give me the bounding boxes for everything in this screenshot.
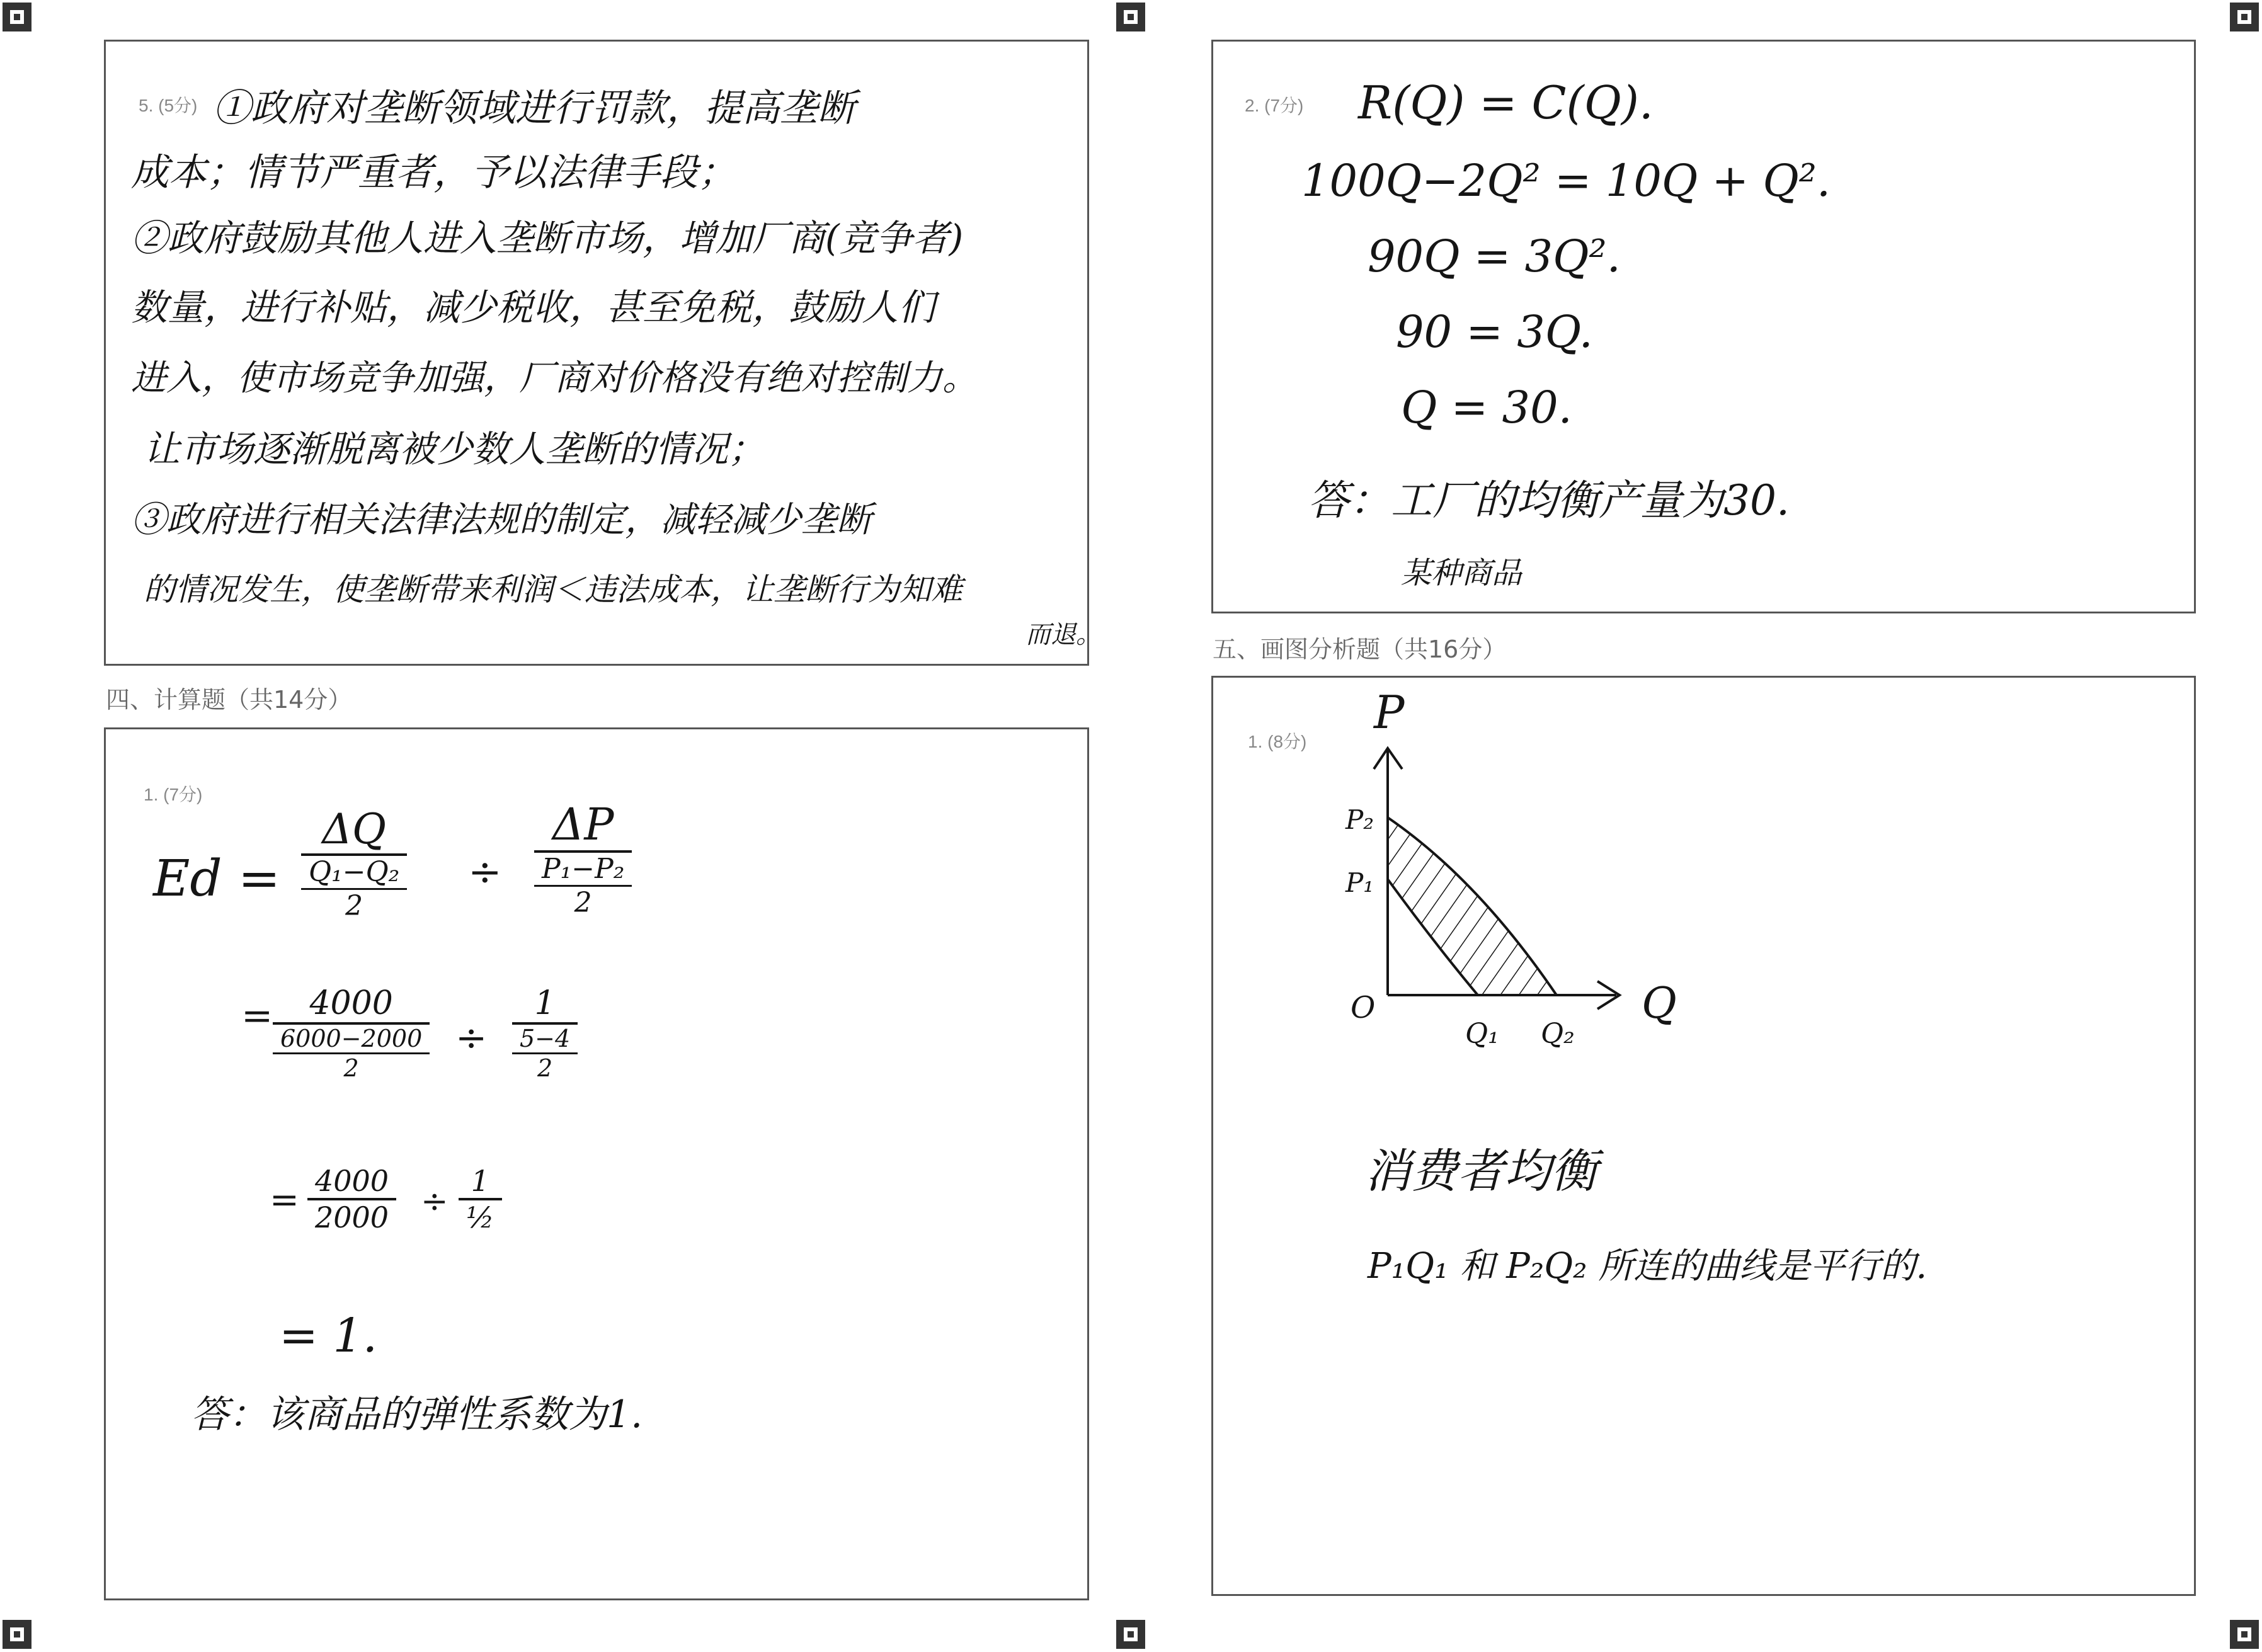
- fraction: 1 ½: [459, 1164, 502, 1234]
- equation-line: 100Q−2Q² = 10Q + Q².: [1301, 155, 1831, 207]
- answer-line: 数量，进行补贴，减少税收，甚至免税，鼓励人们: [131, 286, 935, 329]
- equals-sign: =: [241, 994, 273, 1038]
- registration-mark: [2230, 1620, 2259, 1649]
- p1-label: P₁: [1345, 867, 1374, 898]
- consumer-surplus-graph: [1289, 690, 1768, 1081]
- registration-mark: [1116, 1620, 1145, 1649]
- graph-title: 消费者均衡: [1364, 1144, 1597, 1199]
- fraction: 1 $\frac{5-4}{2}$: [512, 984, 578, 1082]
- q-axis-label: Q: [1642, 979, 1677, 1028]
- answer-line: ②政府鼓励其他人进入垄断市场，增加厂商(竞争者): [131, 217, 964, 259]
- answer-text: 答：工厂的均衡产量为30.: [1308, 476, 1790, 525]
- equation-line: R(Q) = C(Q).: [1358, 76, 1654, 129]
- insertion-text: 某种商品: [1401, 555, 1522, 591]
- p-axis-label: P: [1374, 690, 1405, 739]
- answer-line: ①政府对垄断领域进行罚款，提高垄断: [213, 86, 855, 130]
- answer-text: 答：该商品的弹性系数为1.: [191, 1393, 643, 1437]
- q2-label: Q₂: [1541, 1018, 1575, 1050]
- registration-mark: [2230, 3, 2259, 31]
- answer-box-graph-q1: [1211, 676, 2196, 1596]
- answer-line: ③政府进行相关法律法规的制定，减轻减少垄断: [131, 499, 872, 540]
- origin-label: O: [1351, 990, 1376, 1025]
- graph-note: P₁Q₁ 和 P₂Q₂ 所连的曲线是平行的.: [1368, 1246, 1928, 1287]
- answer-line: 而退。: [1025, 620, 1101, 649]
- equation-line: Q = 30.: [1401, 382, 1572, 433]
- fraction: ΔP $\frac{\text{P₁−P₂}}{2}$: [534, 799, 632, 919]
- equation-line: 90 = 3Q.: [1396, 306, 1593, 358]
- registration-mark: [1116, 3, 1145, 31]
- answer-line: 成本；情节严重者，予以法律手段；: [131, 151, 736, 195]
- shaded-area: [1388, 817, 1557, 995]
- answer-box-calc-q1: [104, 727, 1089, 1600]
- answer-box-calc-q2: [1211, 40, 2196, 613]
- fraction: 4000 $\frac{6000-2000}{2}$: [273, 984, 430, 1082]
- answer-box-q5: [104, 40, 1101, 666]
- registration-mark: [3, 3, 31, 31]
- divide-sign: ÷: [455, 1016, 488, 1060]
- q1-label: Q₁: [1465, 1018, 1499, 1050]
- fraction: 4000 2000: [307, 1164, 396, 1234]
- answer-line: 的情况发生，使垄断带来利润＜违法成本，让垄断行为知难: [144, 571, 962, 608]
- fraction: ΔQ $\frac{\text{Q₁−Q₂}}{2}$: [301, 805, 407, 922]
- section-title: 五、画图分析题（共16分）: [1213, 635, 1507, 663]
- result: = 1.: [279, 1309, 378, 1363]
- p2-label: P₂: [1345, 804, 1374, 835]
- divide-sign: ÷: [468, 849, 502, 896]
- elasticity-symbol: Ed =: [153, 849, 281, 908]
- answer-line: 让市场逐渐脱离被少数人垄断的情况；: [144, 428, 765, 470]
- equation-line: 90Q = 3Q².: [1368, 231, 1621, 282]
- question-number: 1. (7分): [144, 785, 203, 804]
- divide-sign: ÷: [421, 1183, 448, 1221]
- answer-line: 进入，使市场竞争加强，厂商对价格没有绝对控制力。: [131, 358, 978, 399]
- question-number: 2. (7分): [1245, 96, 1304, 115]
- equals-sign: =: [270, 1180, 299, 1221]
- registration-mark: [3, 1620, 31, 1649]
- section-title: 四、计算题（共14分）: [106, 686, 352, 714]
- question-number: 5. (5分): [139, 96, 198, 115]
- question-number: 1. (8分): [1248, 732, 1307, 751]
